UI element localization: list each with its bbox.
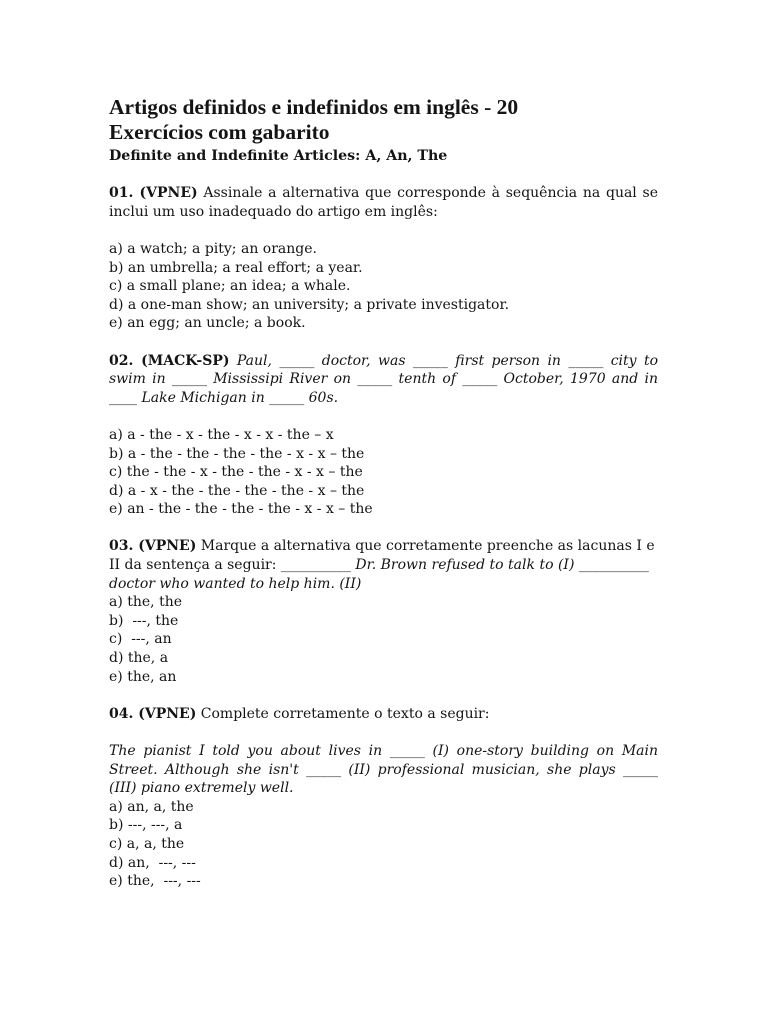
question-3-number: 03. (VPNE) [109, 538, 197, 555]
title-line-1: Artigos definidos e indefinidos em inglês - 20 [109, 95, 519, 119]
title-line-2: Exercícios com gabarito [109, 120, 330, 144]
question-3-sentence: Dr. Brown refused to talk to (I) __________ doctor who wanted to help him. (II) [109, 557, 649, 592]
document-content [109, 95, 658, 891]
document-title [109, 95, 658, 145]
question-3-option-e: e) the, an [109, 668, 177, 685]
question-2-text: Paul, _____ doctor, was _____ first person in _____ city to swim in _____ Mississipi River on _____ tenth of _____ October, 1970 and in ____ Lake Michigan in _____ 60s. [109, 352, 658, 406]
question-4-text: Complete corretamente o texto a seguir: [196, 705, 490, 722]
question-1-option-e: e) an egg; an uncle; a book. [109, 315, 306, 332]
question-3-option-d: d) the, a [109, 650, 169, 667]
question-4-option-a: a) an, a, the [109, 798, 194, 815]
question-4-option-d: d) an, ---, --- [109, 854, 196, 871]
question-4-option-e: e) the, ---, --- [109, 873, 201, 890]
question-3-option-b: b) ---, the [109, 612, 179, 629]
question-3 [109, 537, 658, 593]
question-3-option-c: c) ---, an [109, 631, 172, 648]
question-3-text: Marque a alternativa que corretamente preenche as lacunas I e II da sentença a seguir: __________ [109, 538, 655, 574]
question-4 [109, 705, 658, 724]
question-1-option-d: d) a one-man show; an university; a private investigator. [109, 296, 510, 313]
question-2-option-c: c) the - the - x - the - the - x - x – the [109, 464, 363, 481]
question-1-option-b: b) an umbrella; a real effort; a year. [109, 259, 363, 276]
document-subtitle: Definite and Indefinite Articles: A, An, The [109, 148, 448, 164]
question-2-option-d: d) a - x - the - the - the - the - x – the [109, 482, 365, 499]
question-3-option-a: a) the, the [109, 594, 183, 611]
question-2-option-a: a) a - the - x - the - x - x - the – x [109, 426, 334, 443]
question-4-option-b: b) ---, ---, a [109, 817, 183, 834]
question-4-passage: The pianist I told you about lives in _____ (I) one-story building on Main Street. Although she isn't _____ (II) professional musician, she plays _____ (III) piano extremely well. [109, 743, 658, 797]
question-1-number: 01. (VPNE) [109, 185, 198, 202]
question-1-text: Assinale a alternativa que corresponde à sequência na qual se inclui um uso inadequado do artigo em inglês: [109, 185, 658, 220]
question-4-number: 04. (VPNE) [109, 705, 197, 722]
question-2-option-b: b) a - the - the - the - the - x - x – the [109, 445, 365, 462]
question-1-option-a: a) a watch; a pity; an orange. [109, 240, 317, 257]
question-2-number: 02. (MACK-SP) [109, 352, 230, 369]
question-2-option-e: e) an - the - the - the - the - x - x – the [109, 501, 373, 518]
question-1 [109, 184, 658, 221]
question-2 [109, 352, 658, 408]
question-1-option-c: c) a small plane; an idea; a whale. [109, 278, 351, 295]
question-4-option-c: c) a, a, the [109, 835, 185, 852]
